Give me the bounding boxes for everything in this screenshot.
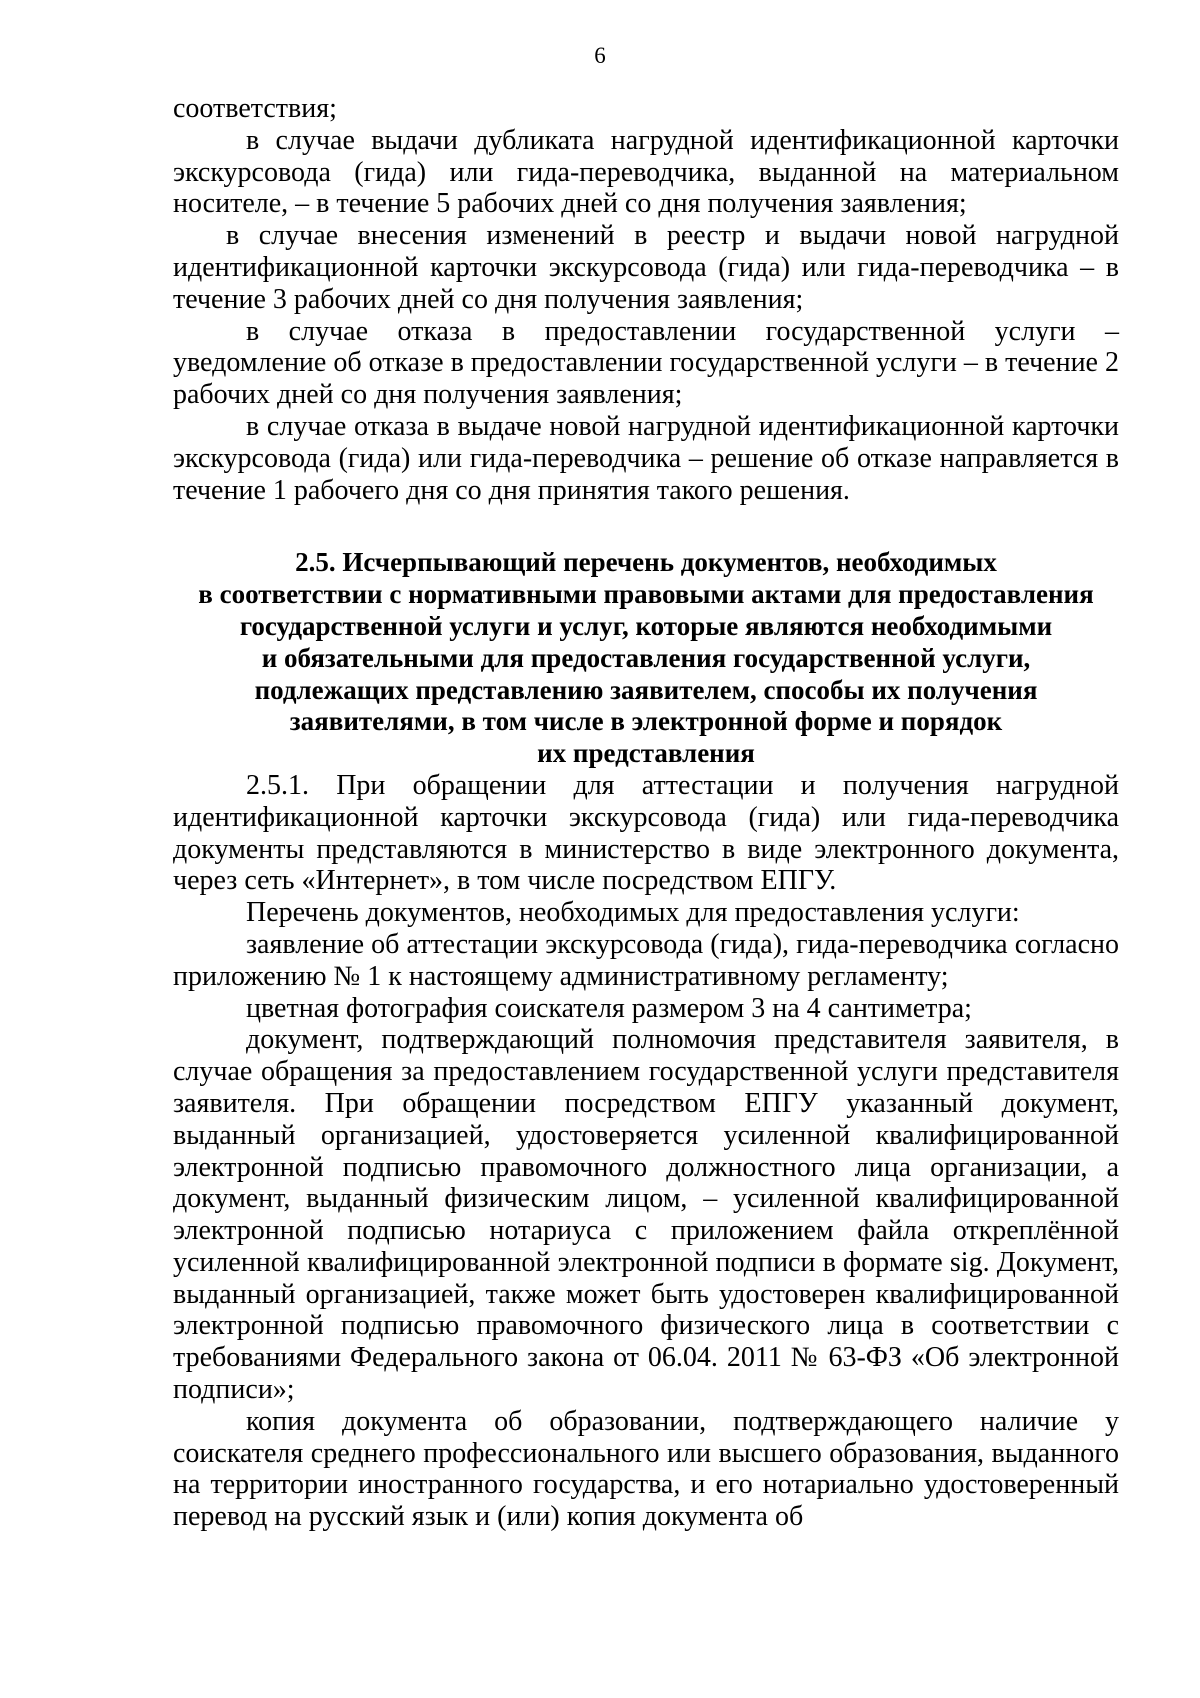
heading-line: подлежащих представлению заявителем, способы их получения <box>254 674 1038 705</box>
page-number: 6 <box>594 43 606 68</box>
paragraph: в случае отказа в предоставлении государственной услуги – уведомление об отказе в предоставлении государственной услуги – в течение 2 рабочих дней со дня получения заявления; <box>173 315 1119 411</box>
paragraph: соответствия; <box>173 93 337 124</box>
paragraph: 2.5.1. При обращении для аттестации и получения нагрудной идентификационной карточки экскурсовода (гида) или гида-переводчика документы представляются в министерство в виде электронного документа, через сеть «Интернет», в том числе посредством ЕПГУ. <box>173 769 1119 897</box>
paragraph: документ, подтверждающий полномочия представителя заявителя, в случае обращения за предоставлением государственной услуги представителя заявителя. При обращении посредством ЕПГУ указанный документ, выданный организацией, удостоверяется усиленной квалифицированной электронной подписью правомочного должностного лица организации, а документ, выданный физическим лицом, – усиленной квалифицированной электронной подписью нотариуса с приложением файла открeплённой усиленной квалифицированной электронной подписи в формате sig. Документ, выданный организацией, также может быть удостоверен квалифицированной электронной подписью правомочного физического лица в соответствии с требованиями Федерального закона от 06.04. 2011 № 63-ФЗ «Об электронной подписи»; <box>173 1024 1119 1406</box>
heading-line: в соответствии с нормативными правовыми актами для предоставления <box>198 579 1094 610</box>
paragraph: заявление об аттестации экскурсовода (гида), гида-переводчика согласно приложению № 1 к настоящему административному регламенту; <box>173 928 1119 992</box>
paragraph: копия документа об образовании, подтверждающего наличие у соискателя среднего профессионального или высшего образования, выданного на территории иностранного государства, и его нотариально удостоверенный перевод на русский язык и (или) копия документа об <box>173 1405 1119 1533</box>
heading-line: государственной услуги и услуг, которые являются необходимыми <box>239 610 1053 641</box>
document-body <box>173 93 1119 1533</box>
paragraph: Перечень документов, необходимых для предоставления услуги: <box>246 897 1020 929</box>
paragraph: в случае отказа в выдаче новой нагрудной идентификационной карточки экскурсовода (гида) или гида-переводчика – решение об отказе направляется в течение 1 рабочего дня со дня принятия такого решения. <box>173 410 1119 506</box>
paragraph: в случае выдачи дубликата нагрудной идентификационной карточки экскурсовода (гида) или гида-переводчика, выданной на материальном носителе, – в течение 5 рабочих дней со дня получения заявления; <box>173 124 1119 220</box>
heading-line: и обязательными для предоставления государственной услуги, <box>261 642 1031 673</box>
paragraph: цветная фотография соискателя размером 3 на 4 сантиметра; <box>246 992 972 1024</box>
heading-line: заявителями, в том числе в электронной форме и порядок <box>289 706 1003 737</box>
heading-line: 2.5. Исчерпывающий перечень документов, необходимых <box>295 547 997 578</box>
heading-line: их представления <box>537 738 755 769</box>
section-heading <box>173 547 1119 770</box>
paragraph: в случае внесения изменений в реестр и выдачи новой нагрудной идентификационной карточки экскурсовода (гида) или гида-переводчика – в течение 3 рабочих дней со дня получения заявления; <box>173 220 1119 315</box>
